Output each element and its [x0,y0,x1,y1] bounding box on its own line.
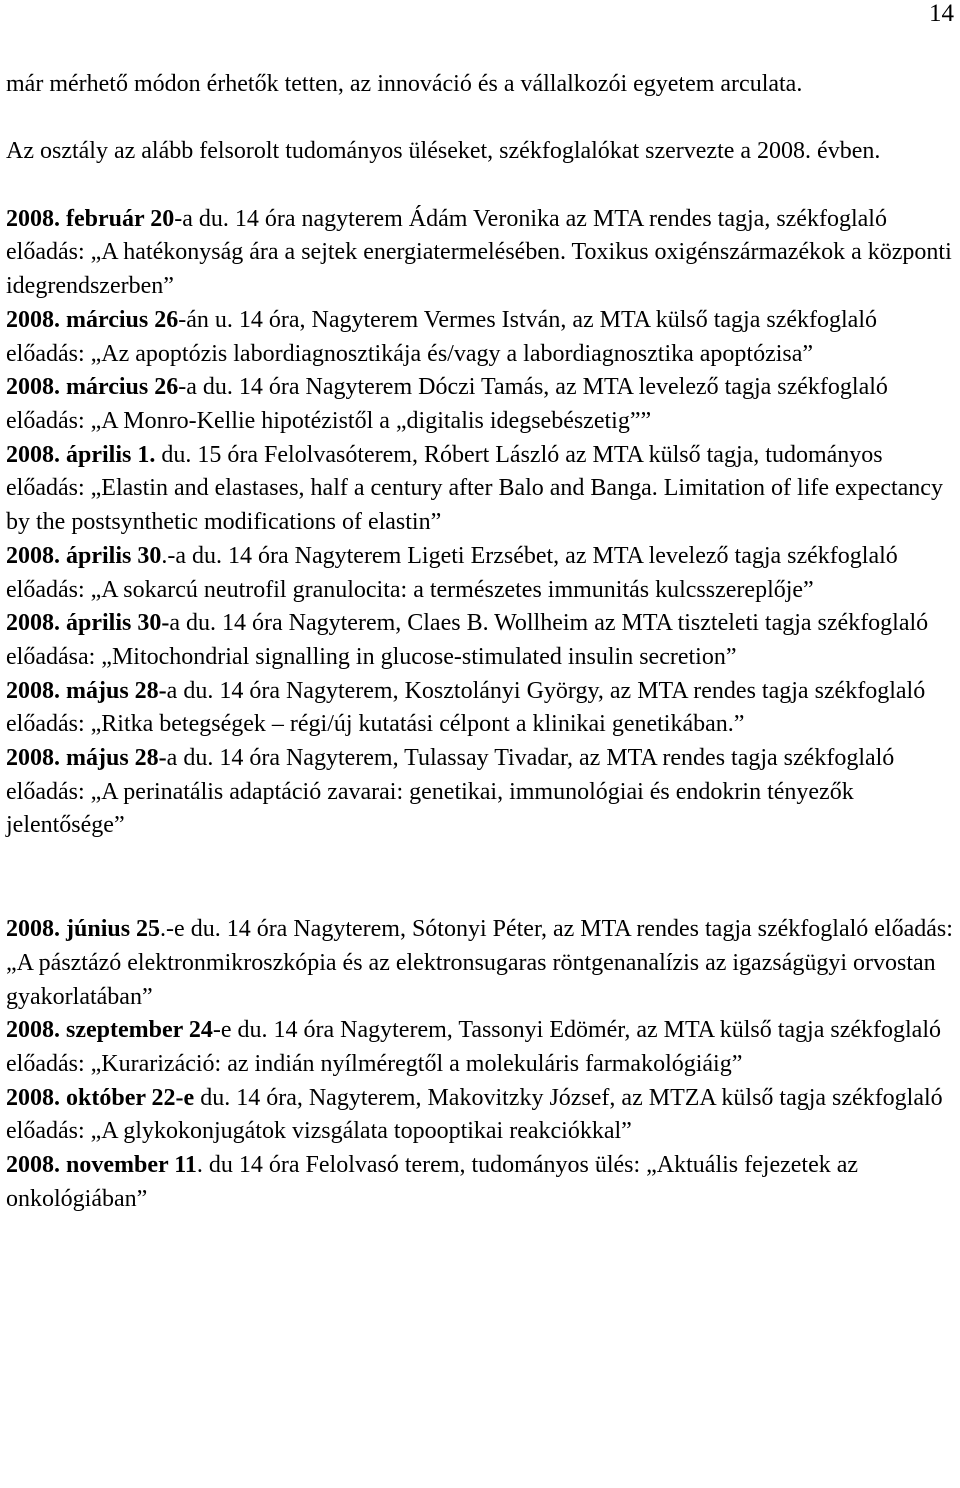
event-entry [6,1082,954,1149]
event-entry [6,203,954,304]
event-date: 2008. április 30- [6,610,170,637]
intro-paragraph: Az osztály az alább felsorolt tudományos üléseket, székfoglalókat szervezte a 2008. évben. [6,138,881,165]
page-number: 14 [929,0,954,27]
intro-paragraph: már mérhető módon érhetők tetten, az innováció és a vállalkozói egyetem arculata. [6,71,803,97]
event-entry [6,371,954,438]
event-details: a du. 14 óra Nagyterem, Tulassay Tivadar, az MTA rendes tagja székfoglaló előadás: „A perinatális adaptáció zavarai: genetikai, immunológiai és endokrin tényezők jelentősége” [6,745,895,839]
event-details: a du. 14 óra Nagyterem, Claes B. Wollheim az MTA tiszteleti tagja székfoglaló előadása: „Mitochondrial signalling in glucose-stimulated insulin secretion” [6,610,929,670]
event-details: -e du. 14 óra Nagyterem, Tassonyi Edömér, az MTA külső tagja székfoglaló előadás: „Kurarizáció: az indián nyílméregtől a molekuláris farmakológiáig” [6,1017,941,1077]
event-entry [6,540,954,607]
event-entry [6,1014,954,1081]
event-date: 2008. június 25 [6,916,161,943]
event-list [6,913,954,1216]
event-date: 2008. október 22-e [6,1084,195,1111]
event-date: 2008. április 1. [6,441,162,468]
event-details: -án u. 14 óra, Nagyterem Vermes István, az MTA külső tagja székfoglaló előadás: „Az apoptózis labordiagnosztikája és/vagy a labordiagnosztika apoptózisa” [6,306,877,367]
event-details: du. 14 óra, Nagyterem, Makovitzky József, az MTZA külső tagja székfoglaló előadás: „A glykokonjugátok vizsgálata topooptikai reakciókkal” [6,1084,943,1145]
event-date: 2008. november 11 [6,1152,197,1179]
event-entry [6,742,954,843]
event-entry [6,913,954,1014]
event-details: du. 15 óra Felolvasóterem, Róbert László az MTA külső tagja, tudományos előadás: „Elastin and elastases, half a century after Balo and Banga. Limitation of life expectancy by the postsynthetic modifications of elastin” [6,441,943,536]
event-details: -a du. 14 óra nagyterem Ádám Veronika az MTA rendes tagja, székfoglaló előadás: „A hatékonyság ára a sejtek energiatermelésében. Toxikus oxigénszármazékok a központi idegrendszerben” [6,205,952,300]
event-entry [6,304,954,371]
event-details: a du. 14 óra Nagyterem, Kosztolányi György, az MTA rendes tagja székfoglaló előadás: „Ritka betegségek – régi/új kutatási célpont a klinikai genetikában.” [6,677,926,738]
event-date: 2008. szeptember 24 [6,1017,213,1044]
event-entry [6,675,954,742]
event-date: 2008. február 20 [6,205,175,232]
event-entry [6,607,954,674]
event-date: 2008. március 26 [6,306,179,333]
event-date: 2008. április 30 [6,542,162,569]
event-entry [6,1149,954,1216]
event-date: 2008. március 26 [6,374,179,401]
event-date: 2008. május 28- [6,745,167,772]
event-entry [6,439,954,540]
event-details: .-e du. 14 óra Nagyterem, Sótonyi Péter, az MTA rendes tagja székfoglaló előadás: „A pásztázó elektronmikroszkópia és az elektronsugaras röntgenanalízis az igazságügyi orvostan gyakorlatában” [6,916,953,1010]
event-date: 2008. május 28- [6,677,167,704]
event-list [6,203,954,843]
event-details: -a du. 14 óra Nagyterem Dóczi Tamás, az MTA levelező tagja székfoglaló előadás: „A Monro-Kellie hipotézistől a „digitalis idegsebészetig”” [6,374,888,434]
event-details: . du 14 óra Felolvasó terem, tudományos ülés: „Aktuális fejezetek az onkológiában” [6,1152,859,1212]
document-body [6,68,954,1216]
event-details: .-a du. 14 óra Nagyterem Ligeti Erzsébet, az MTA levelező tagja székfoglaló előadás: „A sokarcú neutrofil granulocita: a természetes immunitás kulcsszereplője” [6,542,898,603]
